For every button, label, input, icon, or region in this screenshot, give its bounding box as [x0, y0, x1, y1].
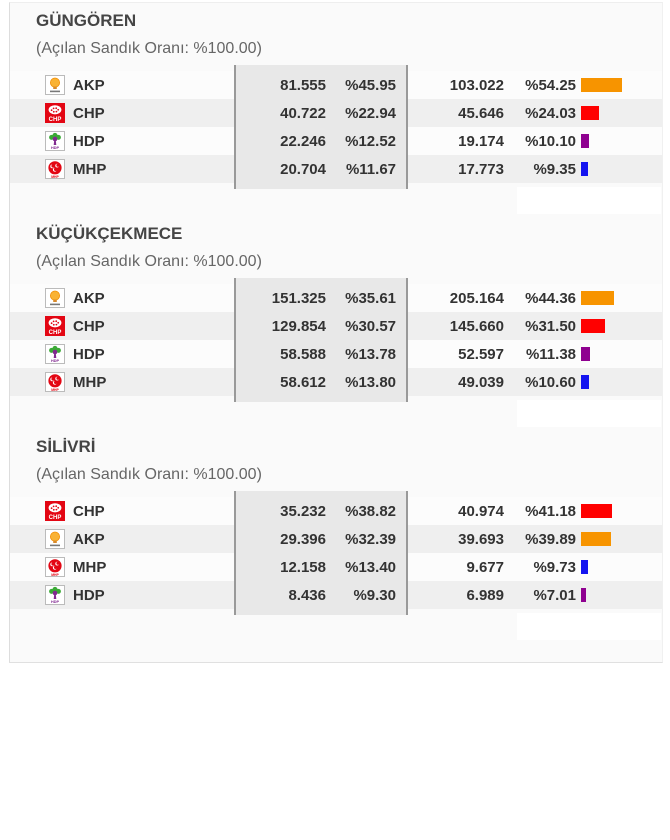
percent-first-count: %13.40 [345, 558, 396, 576]
chp-party-logo-icon [45, 103, 65, 123]
svg-text:CHP: CHP [48, 514, 62, 521]
votes-first-count: 81.555 [280, 76, 326, 94]
percent-second-count: %7.01 [533, 586, 576, 604]
percent-bar [581, 162, 588, 176]
percent-second-count: %9.73 [533, 558, 576, 576]
results-list [10, 11, 662, 640]
results-table [10, 284, 662, 396]
percent-second-count: %44.36 [525, 289, 576, 307]
votes-first-count: 20.704 [280, 160, 326, 178]
ballot-open-rate-note: (Açılan Sandık Oranı: %100.00) [36, 40, 262, 57]
percent-second-count: %11.38 [525, 345, 576, 363]
percent-first-count: %12.52 [345, 132, 396, 150]
svg-text:MHP: MHP [51, 573, 59, 577]
percent-second-count: %24.03 [525, 104, 576, 122]
chp-party-logo-icon [45, 501, 65, 521]
votes-second-count: 40.974 [458, 502, 504, 520]
party-name: HDP [73, 586, 105, 604]
percent-bar [581, 504, 612, 518]
percent-bar [581, 319, 605, 333]
percent-second-count: %9.35 [533, 160, 576, 178]
party-name: AKP [73, 289, 105, 307]
party-name: CHP [73, 502, 105, 520]
percent-first-count: %32.39 [345, 530, 396, 548]
percent-second-count: %10.60 [525, 373, 576, 391]
district-section [10, 11, 662, 214]
votes-second-count: 6.989 [466, 586, 504, 604]
party-name: MHP [73, 558, 107, 576]
party-name: CHP [73, 104, 105, 122]
results-table [10, 71, 662, 183]
party-name: CHP [73, 317, 105, 335]
percent-bar [581, 560, 588, 574]
votes-first-count: 129.854 [271, 317, 326, 335]
votes-second-count: 103.022 [449, 76, 504, 94]
votes-first-count: 29.396 [280, 530, 326, 548]
percent-first-count: %38.82 [345, 502, 396, 520]
percent-second-count: %39.89 [525, 530, 576, 548]
percent-bar [581, 375, 589, 389]
percent-first-count: %13.78 [345, 345, 396, 363]
empty-white-box [517, 400, 661, 427]
percent-second-count: %10.10 [525, 132, 576, 150]
percent-first-count: %22.94 [345, 104, 396, 122]
empty-white-box [517, 613, 661, 640]
ballot-open-rate-note: (Açılan Sandık Oranı: %100.00) [36, 466, 262, 483]
percent-bar [581, 106, 599, 120]
votes-second-count: 145.660 [449, 317, 504, 335]
percent-first-count: %11.67 [345, 160, 396, 178]
party-name: HDP [73, 345, 105, 363]
votes-second-count: 39.693 [458, 530, 504, 548]
hdp-party-logo-icon [45, 585, 65, 605]
party-name: MHP [73, 373, 107, 391]
svg-text:CHP: CHP [48, 329, 62, 336]
party-name: AKP [73, 76, 105, 94]
svg-text:HDP: HDP [50, 600, 60, 604]
percent-first-count: %30.57 [345, 317, 396, 335]
svg-text:HDP: HDP [50, 359, 60, 363]
ballot-open-rate-note: (Açılan Sandık Oranı: %100.00) [36, 253, 262, 270]
district-title: GÜNGÖREN [36, 11, 137, 30]
akp-party-logo-icon [45, 288, 65, 308]
votes-first-count: 40.722 [280, 104, 326, 122]
votes-second-count: 17.773 [458, 160, 504, 178]
votes-second-count: 19.174 [458, 132, 504, 150]
votes-first-count: 58.588 [280, 345, 326, 363]
mhp-party-logo-icon [45, 372, 65, 392]
party-name: AKP [73, 530, 105, 548]
votes-second-count: 49.039 [458, 373, 504, 391]
percent-bar [581, 588, 586, 602]
party-name: HDP [73, 132, 105, 150]
votes-first-count: 58.612 [280, 373, 326, 391]
election-results-container [9, 2, 663, 663]
percent-first-count: %35.61 [345, 289, 396, 307]
hdp-party-logo-icon [45, 344, 65, 364]
votes-second-count: 9.677 [466, 558, 504, 576]
percent-second-count: %31.50 [525, 317, 576, 335]
votes-first-count: 35.232 [280, 502, 326, 520]
votes-second-count: 205.164 [449, 289, 504, 307]
district-section [10, 437, 662, 640]
percent-first-count: %9.30 [353, 586, 396, 604]
hdp-party-logo-icon [45, 131, 65, 151]
percent-bar [581, 347, 590, 361]
votes-first-count: 8.436 [288, 586, 326, 604]
chp-party-logo-icon [45, 316, 65, 336]
mhp-party-logo-icon [45, 557, 65, 577]
district-section [10, 224, 662, 427]
district-title: KÜÇÜKÇEKMECE [36, 224, 183, 243]
percent-first-count: %45.95 [345, 76, 396, 94]
akp-party-logo-icon [45, 529, 65, 549]
percent-second-count: %41.18 [525, 502, 576, 520]
district-title: SİLİVRİ [36, 437, 96, 456]
percent-second-count: %54.25 [525, 76, 576, 94]
party-name: MHP [73, 160, 107, 178]
svg-text:CHP: CHP [48, 116, 62, 123]
percent-bar [581, 291, 614, 305]
votes-second-count: 45.646 [458, 104, 504, 122]
svg-text:MHP: MHP [51, 388, 59, 392]
percent-bar [581, 134, 589, 148]
results-table [10, 497, 662, 609]
akp-party-logo-icon [45, 75, 65, 95]
votes-first-count: 151.325 [271, 289, 326, 307]
votes-first-count: 22.246 [280, 132, 326, 150]
percent-bar [581, 78, 622, 92]
svg-text:HDP: HDP [50, 146, 60, 150]
empty-white-box [517, 187, 661, 214]
mhp-party-logo-icon [45, 159, 65, 179]
percent-bar [581, 532, 611, 546]
svg-text:MHP: MHP [51, 175, 59, 179]
votes-first-count: 12.158 [280, 558, 326, 576]
votes-second-count: 52.597 [458, 345, 504, 363]
percent-first-count: %13.80 [345, 373, 396, 391]
